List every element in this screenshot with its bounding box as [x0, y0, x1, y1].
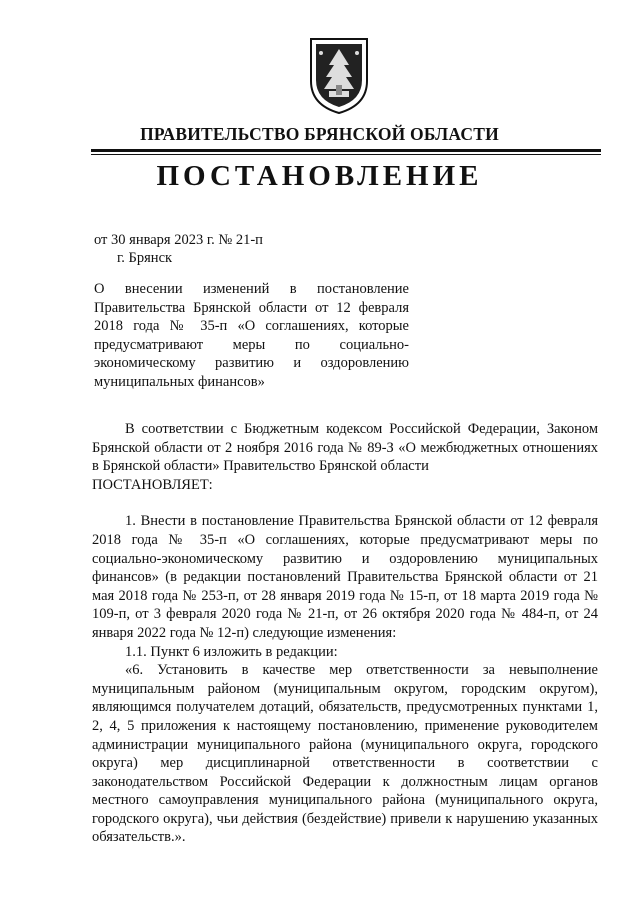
coat-of-arms-emblem — [307, 35, 371, 115]
document-body — [92, 420, 598, 847]
date-number: от 30 января 2023 г. № 21-п — [94, 232, 263, 248]
preamble-paragraph: В соответствии с Бюджетным кодексом Российской Федерации, Законом Брянской области от 2 ноября 2016 года № 89-З «О межбюджетных отношениях в Брянской области» Правительство Брянской области — [92, 421, 598, 475]
document-type: ПОСТАНОВЛЕНИЕ — [156, 160, 483, 192]
document-subject: О внесении изменений в постановление Правительства Брянской области от 12 февраля 2018 года № 35-п «О соглашениях, которые предусматривают меры по социально-экономическому развитию и оздоровлению муниципальных финансов» — [94, 281, 409, 390]
government-title: ПРАВИТЕЛЬСТВО БРЯНСКОЙ ОБЛАСТИ — [140, 124, 499, 144]
item-1-1-paragraph: 1.1. Пункт 6 изложить в редакции: — [125, 643, 338, 660]
item-1-paragraph: 1. Внести в постановление Правительства Брянской области от 12 февраля 2018 года № 35-п «О соглашениях, которые предусматривают меры по социально-экономическому развитию и оздоровлению муниципальных финансов» (в редакции постановлений Правительства Брянской области от 21 мая 2018 года № 253-п, от 28 января 2019 года № 15-п, от 18 марта 2019 года № 109-п, от 3 февраля 2020 года № 21-п, от 26 октября 2020 года № 484-п, от 24 января 2022 года № 12-п) следующие изменения: — [92, 513, 598, 641]
city: г. Брянск — [117, 250, 173, 266]
resolves-heading: ПОСТАНОВЛЯЕТ: — [92, 476, 213, 493]
header-rule-thin — [91, 154, 601, 155]
header-rule-thick — [91, 149, 601, 152]
quoted-clause-paragraph: «6. Установить в качестве мер ответственности за невыполнение муниципальным районом (муниципальным округом, городским округом), являющимся получателем дотаций, обязательств, предусмотренных пунктами 1, 2, 4, 5 приложения к настоящему постановлению, применение руководителем администрации муниципального района (муниципального округа, городского округа) мер дисциплинарной ответственности в соответствии с законодательством Российской Федерации к должностным лицам органов местного самоуправления муниципального района (муниципального округа, городского округа), чьи действия (бездействие) привели к нарушению указанных обязательств.». — [92, 662, 598, 846]
